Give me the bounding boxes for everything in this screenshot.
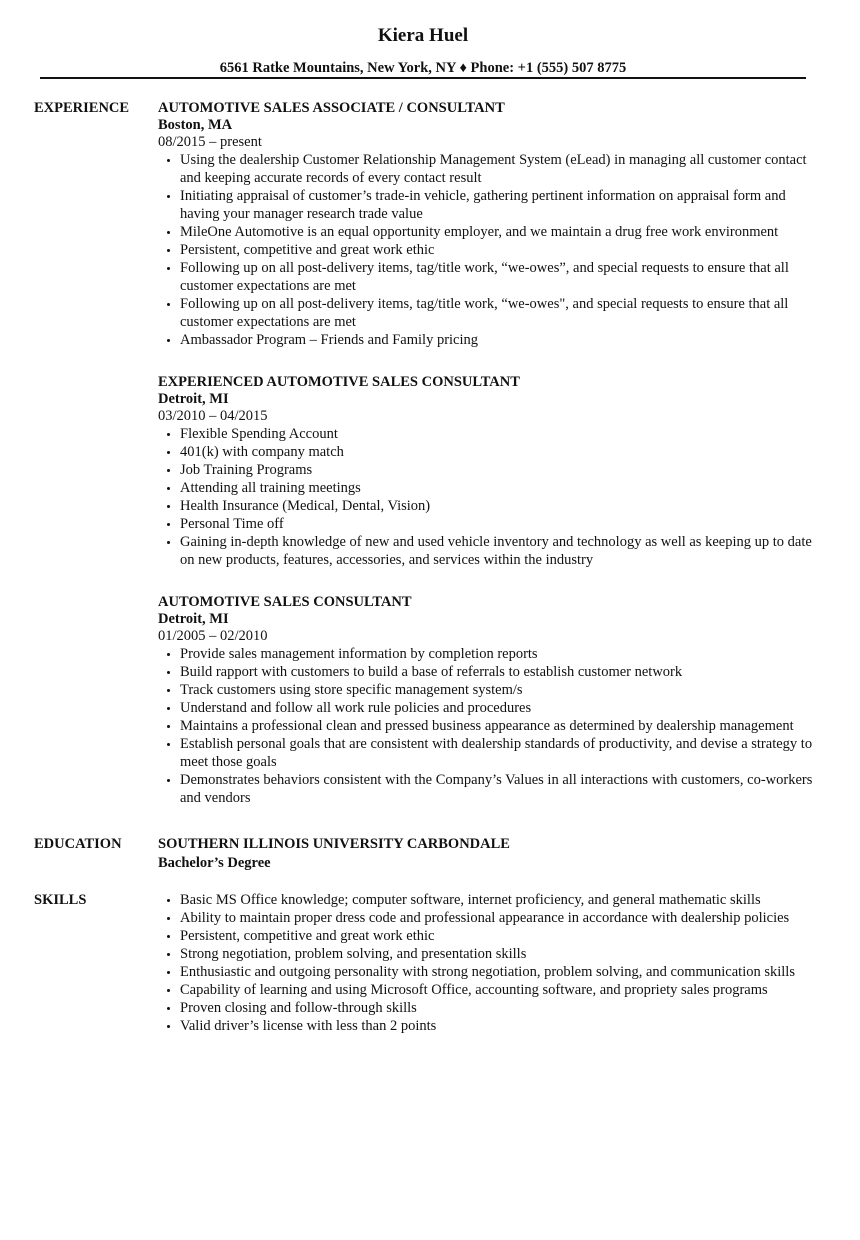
contact-line: 6561 Ratke Mountains, New York, NY ♦ Phone: +1 (555) 507 8775 [219,60,627,76]
degree: Bachelor’s Degree [158,855,271,871]
list-item: • Proven closing and follow-through skills [180,999,818,1017]
skills-body [158,891,818,1035]
list-item: • Persistent, competitive and great work ethic [180,927,818,945]
job-location: Boston, MA [158,117,233,133]
job-entry [158,373,818,569]
list-item: • Enthusiastic and outgoing personality with strong negotiation, problem solving, and communication skills [180,963,818,981]
list-item: • Ambassador Program – Friends and Family pricing [180,331,818,349]
education-label: EDUCATION [34,836,122,852]
job-entry [158,99,818,349]
list-item: • Valid driver’s license with less than 2 points [180,1017,818,1035]
list-item: • Persistent, competitive and great work ethic [180,241,818,259]
job-bullets [158,151,818,349]
list-item: • Ability to maintain proper dress code and professional appearance in accordance with dealership policies [180,909,818,927]
list-item: • Flexible Spending Account [180,425,818,443]
list-item: • Understand and follow all work rule policies and procedures [180,699,818,717]
list-item: • Basic MS Office knowledge; computer software, internet proficiency, and general mathematic skills [180,891,818,909]
list-item: • Using the dealership Customer Relationship Management System (eLead) in managing all customer contact and keeping accurate records of every contact result [180,151,818,187]
job-bullets [158,425,818,569]
job-title: AUTOMOTIVE SALES CONSULTANT [158,594,412,610]
candidate-name: Kiera Huel [377,25,469,46]
job-title: AUTOMOTIVE SALES ASSOCIATE / CONSULTANT [158,100,505,116]
job-dates: 08/2015 – present [158,134,262,150]
list-item: • Health Insurance (Medical, Dental, Vision) [180,497,818,515]
job-location: Detroit, MI [158,391,229,407]
job-bullets [158,645,818,807]
school-name: SOUTHERN ILLINOIS UNIVERSITY CARBONDALE [158,836,510,852]
job-entry [158,593,818,807]
header-divider [40,77,806,79]
education-body [158,835,818,872]
job-title: EXPERIENCED AUTOMOTIVE SALES CONSULTANT [158,374,520,390]
list-item: • Job Training Programs [180,461,818,479]
list-item: • 401(k) with company match [180,443,818,461]
list-item: • Demonstrates behaviors consistent with the Company’s Values in all interactions with customers, co-workers and vendors [180,771,818,807]
list-item: • Provide sales management information by completion reports [180,645,818,663]
job-location: Detroit, MI [158,611,229,627]
list-item: • MileOne Automotive is an equal opportunity employer, and we maintain a drug free work environment [180,223,818,241]
job-dates: 03/2010 – 04/2015 [158,408,268,424]
skills-list [158,891,818,1035]
list-item: • Maintains a professional clean and pressed business appearance as determined by dealership management [180,717,818,735]
list-item: • Capability of learning and using Microsoft Office, accounting software, and propriety sales programs [180,981,818,999]
list-item: • Gaining in-depth knowledge of new and used vehicle inventory and technology as well as keeping up to date on new products, features, accessories, and services within the industry [180,533,818,569]
list-item: • Following up on all post-delivery items, tag/title work, “we-owes”, and special requests to ensure that all customer expectations are met [180,259,818,295]
list-item: • Personal Time off [180,515,818,533]
list-item: • Establish personal goals that are consistent with dealership standards of productivity, and devise a strategy to meet those goals [180,735,818,771]
skills-label: SKILLS [34,892,87,908]
experience-label: EXPERIENCE [34,100,130,116]
list-item: • Strong negotiation, problem solving, and presentation skills [180,945,818,963]
resume-header [40,22,806,78]
list-item: • Initiating appraisal of customer’s trade-in vehicle, gathering pertinent information on appraisal form and having your manager research trade value [180,187,818,223]
list-item: • Attending all training meetings [180,479,818,497]
list-item: • Build rapport with customers to build a base of referrals to establish customer network [180,663,818,681]
job-dates: 01/2005 – 02/2010 [158,628,268,644]
list-item: • Following up on all post-delivery items, tag/title work, “we-owes", and special requests to ensure that all customer expectations are met [180,295,818,331]
list-item: • Track customers using store specific management system/s [180,681,818,699]
